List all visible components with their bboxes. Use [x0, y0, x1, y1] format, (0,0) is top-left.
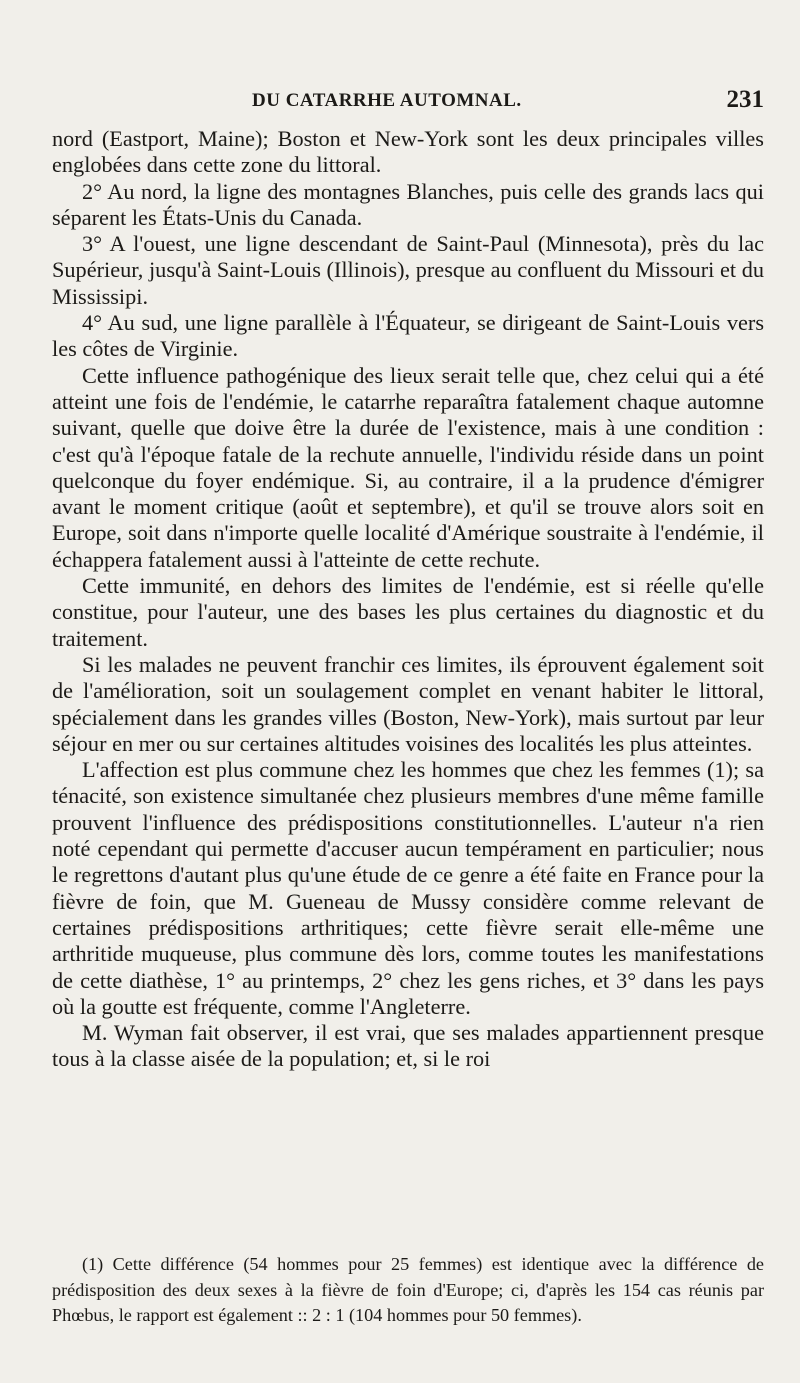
page-number: 231 [726, 86, 764, 113]
paragraph: nord (Eastport, Maine); Boston et New-York sont les deux principales villes englobées dans cette zone du littoral. [52, 126, 764, 178]
paragraph: Cette immunité, en dehors des limites de l'endémie, est si réelle qu'elle constitue, pour l'auteur, une des bases les plus certaines du diagnostic et du traitement. [52, 573, 764, 651]
running-title: DU CATARRHE AUTOMNAL. [252, 90, 522, 111]
page-header [52, 86, 764, 122]
footnotes [52, 1252, 764, 1329]
paragraph: M. Wyman fait observer, il est vrai, que ses malades appartiennent presque tous à la classe aisée de la population; et, si le roi [52, 1020, 764, 1072]
footnote: (1) Cette différence (54 hommes pour 25 femmes) est identique avec la différence de prédisposition des deux sexes à la fièvre de foin d'Europe; ci, d'après les 154 cas réunis par Phœbus, le rapport est également :: 2 : 1 (104 hommes pour 50 femmes). [52, 1254, 764, 1325]
paragraph: Si les malades ne peuvent franchir ces limites, ils éprouvent également soit de l'amélioration, soit un soulagement complet en venant habiter le littoral, spécialement dans les grandes villes (Boston, New-York), mais surtout par leur séjour en mer ou sur certaines altitudes voisines des localités les plus atteintes. [52, 651, 764, 756]
paragraph: 2° Au nord, la ligne des montagnes Blanches, puis celle des grands lacs qui séparent les États-Unis du Canada. [52, 178, 764, 230]
paragraph: Cette influence pathogénique des lieux serait telle que, chez celui qui a été atteint une fois de l'endémie, le catarrhe reparaîtra fatalement chaque automne suivant, quelle que doive être la durée de l'existence, mais à une condition : c'est qu'à l'époque fatale de la rechute annuelle, l'individu réside dans un point quelconque du foyer endémique. Si, au contraire, il a la prudence d'émigrer avant le moment critique (août et septembre), et qu'il se trouve alors soit en Europe, soit dans n'importe quelle localité d'Amérique soustraite à l'endémie, il échappera fatalement aussi à l'atteinte de cette rechute. [52, 362, 764, 572]
body-text [52, 126, 764, 1073]
paragraph: 4° Au sud, une ligne parallèle à l'Équateur, se dirigeant de Saint-Louis vers les côtes de Virginie. [52, 310, 764, 362]
paragraph: 3° A l'ouest, une ligne descendant de Saint-Paul (Minnesota), près du lac Supérieur, jusqu'à Saint-Louis (Illinois), presque au confluent du Missouri et du Mississipi. [52, 231, 764, 309]
paragraph: L'affection est plus commune chez les hommes que chez les femmes (1); sa ténacité, son existence simultanée chez plusieurs membres d'une même famille prouvent l'influence des prédispositions constitutionnelles. L'auteur n'a rien noté cependant qui permette d'accuser aucun tempérament en particulier; nous le regrettons d'autant plus qu'une étude de ce genre a été faite en France pour la fièvre de foin, que M. Gueneau de Mussy considère comme relevant de certaines prédispositions arthritiques; cette fièvre serait elle-même une arthritide muqueuse, plus commune dès lors, comme toutes les manifestations de cette diathèse, 1° au printemps, 2° chez les gens riches, et 3° dans les pays où la goutte est fréquente, comme l'Angleterre. [52, 757, 764, 1019]
